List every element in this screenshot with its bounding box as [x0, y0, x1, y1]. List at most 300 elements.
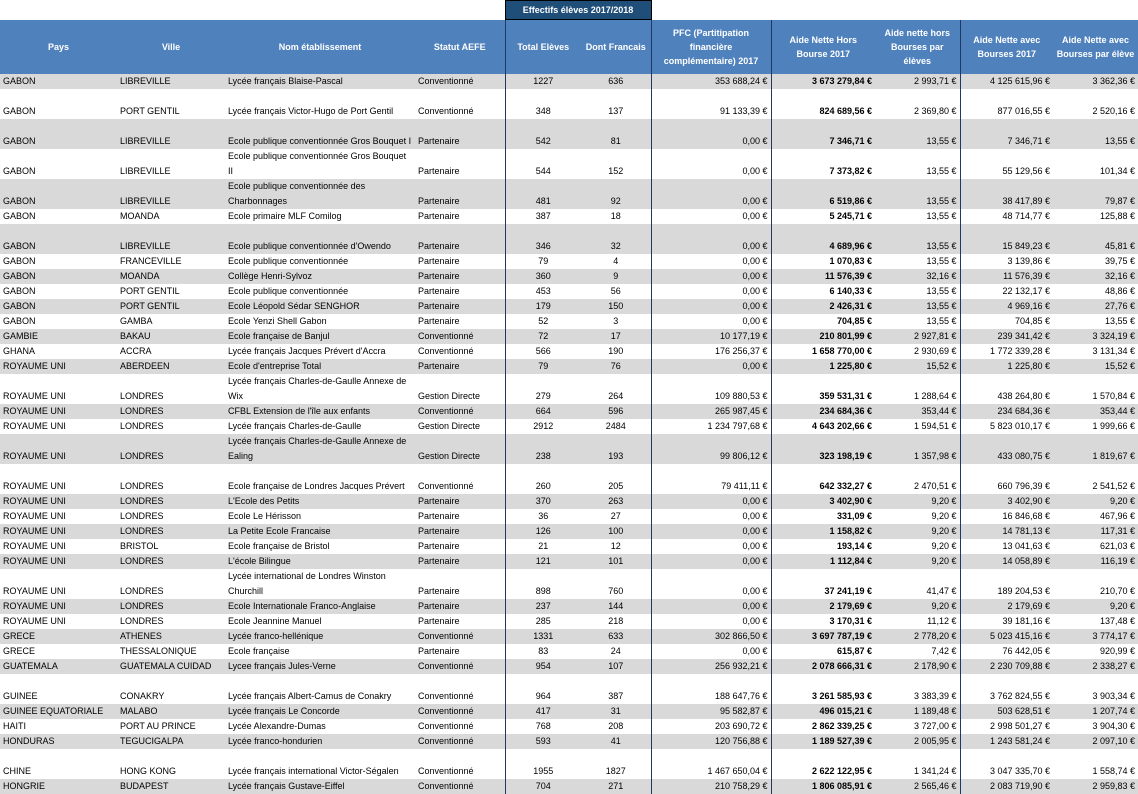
- cell-pfc: 188 647,76 €: [651, 674, 771, 704]
- cell-aide-avec: 4 125 615,96 €: [960, 74, 1053, 89]
- cell-aide-hors: 4 643 202,66 €: [771, 419, 875, 434]
- cell-total: 36: [505, 509, 581, 524]
- cell-total: 593: [505, 734, 581, 749]
- cell-pays: GUINEE EQUATORIALE: [0, 704, 117, 719]
- cell-aide-hors: 37 241,19 €: [771, 569, 875, 599]
- cell-aide-hors: 234 684,36 €: [771, 404, 875, 419]
- cell-aide-hors-eleve: 13,55 €: [875, 284, 960, 299]
- col-header-total: Total Elèves: [505, 20, 581, 75]
- table-row: [0, 509, 1138, 524]
- cell-aide-hors-eleve: 2 993,71 €: [875, 74, 960, 89]
- cell-nom: Lycée français Albert-Camus de Conakry: [225, 674, 415, 704]
- cell-pfc: 0,00 €: [651, 569, 771, 599]
- group-header-row: [0, 1, 1138, 20]
- cell-pfc: 0,00 €: [651, 284, 771, 299]
- cell-aide-hors-eleve: 3 383,39 €: [875, 674, 960, 704]
- cell-aide-hors-eleve: 9,20 €: [875, 539, 960, 554]
- cell-aide-hors-eleve: 7,42 €: [875, 644, 960, 659]
- cell-francais: 193: [581, 434, 651, 464]
- cell-statut: Conventionné: [415, 89, 505, 119]
- cell-pays: ROYAUME UNI: [0, 539, 117, 554]
- cell-total: 238: [505, 434, 581, 464]
- cell-pfc: 99 806,12 €: [651, 434, 771, 464]
- cell-total: 1227: [505, 74, 581, 89]
- cell-ville: LONDRES: [117, 509, 225, 524]
- cell-francais: 1827: [581, 749, 651, 779]
- cell-statut: Partenaire: [415, 509, 505, 524]
- cell-aide-avec-eleve: 920,99 €: [1053, 644, 1138, 659]
- cell-nom: Ecole d'entreprise Total: [225, 359, 415, 374]
- cell-ville: LONDRES: [117, 599, 225, 614]
- cell-pays: GABON: [0, 284, 117, 299]
- cell-aide-avec: 11 576,39 €: [960, 269, 1053, 284]
- cell-francais: 152: [581, 149, 651, 179]
- table-row: [0, 329, 1138, 344]
- cell-aide-avec: 704,85 €: [960, 314, 1053, 329]
- col-header-francais: Dont Francais: [581, 20, 651, 75]
- cell-aide-hors: 3 402,90 €: [771, 494, 875, 509]
- cell-total: 954: [505, 659, 581, 674]
- cell-francais: 41: [581, 734, 651, 749]
- cell-aide-hors-eleve: 2 927,81 €: [875, 329, 960, 344]
- cell-nom: L'école Bilingue: [225, 554, 415, 569]
- cell-aide-hors-eleve: 13,55 €: [875, 224, 960, 254]
- cell-total: 346: [505, 224, 581, 254]
- table-row: [0, 749, 1138, 779]
- cell-aide-hors: 2 179,69 €: [771, 599, 875, 614]
- cell-francais: 264: [581, 374, 651, 404]
- col-header-ville: Ville: [117, 20, 225, 75]
- cell-aide-hors: 2 622 122,95 €: [771, 749, 875, 779]
- cell-pfc: 120 756,88 €: [651, 734, 771, 749]
- cell-aide-avec: 55 129,56 €: [960, 149, 1053, 179]
- cell-aide-hors: 1 070,83 €: [771, 254, 875, 269]
- cell-nom: Lycée français Blaise-Pascal: [225, 74, 415, 89]
- cell-aide-hors: 6 519,86 €: [771, 179, 875, 209]
- cell-nom: Lycée français Jacques Prévert d'Accra: [225, 344, 415, 359]
- cell-pfc: 91 133,39 €: [651, 89, 771, 119]
- cell-ville: LONDRES: [117, 419, 225, 434]
- table-row: [0, 524, 1138, 539]
- table-row: [0, 269, 1138, 284]
- col-header-nom: Nom établissement: [225, 20, 415, 75]
- cell-francais: 81: [581, 119, 651, 149]
- cell-pays: ROYAUME UNI: [0, 359, 117, 374]
- cell-pays: HONGRIE: [0, 779, 117, 794]
- cell-nom: Lycee français Jules-Verne: [225, 659, 415, 674]
- cell-aide-avec-eleve: 39,75 €: [1053, 254, 1138, 269]
- cell-total: 898: [505, 569, 581, 599]
- cell-francais: 17: [581, 329, 651, 344]
- col-header-statut: Statut AEFE: [415, 20, 505, 75]
- cell-aide-avec: 5 823 010,17 €: [960, 419, 1053, 434]
- cell-nom: Lycée français Charles-de-Gaulle Annexe de Wix: [225, 374, 415, 404]
- cell-aide-hors: 1 658 770,00 €: [771, 344, 875, 359]
- cell-nom: Ecole primaire MLF Comilog: [225, 209, 415, 224]
- cell-ville: BRISTOL: [117, 539, 225, 554]
- cell-total: 481: [505, 179, 581, 209]
- cell-ville: LIBREVILLE: [117, 74, 225, 89]
- cell-ville: ABERDEEN: [117, 359, 225, 374]
- cell-nom: Ecole Le Hérisson: [225, 509, 415, 524]
- cell-pays: GABON: [0, 179, 117, 209]
- cell-nom: Ecole publique conventionnée: [225, 254, 415, 269]
- table-row: [0, 494, 1138, 509]
- cell-aide-avec: 14 058,89 €: [960, 554, 1053, 569]
- cell-pays: CHINE: [0, 749, 117, 779]
- cell-total: 453: [505, 284, 581, 299]
- table-row: [0, 539, 1138, 554]
- cell-statut: Partenaire: [415, 254, 505, 269]
- cell-total: 237: [505, 599, 581, 614]
- col-header-aide-avec-eleve: Aide Nette avec Bourses par élève: [1053, 20, 1138, 75]
- cell-francais: 208: [581, 719, 651, 734]
- cell-pfc: 0,00 €: [651, 599, 771, 614]
- cell-aide-avec-eleve: 2 520,16 €: [1053, 89, 1138, 119]
- cell-ville: PORT GENTIL: [117, 89, 225, 119]
- cell-statut: Partenaire: [415, 644, 505, 659]
- cell-aide-avec: 5 023 415,16 €: [960, 629, 1053, 644]
- cell-aide-hors: 1 112,84 €: [771, 554, 875, 569]
- cell-ville: CONAKRY: [117, 674, 225, 704]
- cell-aide-avec-eleve: 2 338,27 €: [1053, 659, 1138, 674]
- cell-pays: GABON: [0, 74, 117, 89]
- cell-total: 370: [505, 494, 581, 509]
- cell-nom: Lycée français Gustave-Eiffel: [225, 779, 415, 794]
- cell-aide-avec: 2 083 719,90 €: [960, 779, 1053, 794]
- cell-aide-hors-eleve: 1 341,24 €: [875, 749, 960, 779]
- cell-aide-hors: 5 245,71 €: [771, 209, 875, 224]
- cell-francais: 101: [581, 554, 651, 569]
- cell-statut: Partenaire: [415, 284, 505, 299]
- cell-statut: Conventionné: [415, 404, 505, 419]
- cell-aide-hors: 3 261 585,93 €: [771, 674, 875, 704]
- cell-francais: 190: [581, 344, 651, 359]
- cell-nom: Ecole Internationale Franco-Anglaise: [225, 599, 415, 614]
- cell-total: 79: [505, 359, 581, 374]
- cell-francais: 12: [581, 539, 651, 554]
- cell-aide-avec-eleve: 2 097,10 €: [1053, 734, 1138, 749]
- cell-pfc: 0,00 €: [651, 179, 771, 209]
- cell-aide-hors: 1 225,80 €: [771, 359, 875, 374]
- cell-aide-avec: 2 179,69 €: [960, 599, 1053, 614]
- cell-francais: 205: [581, 464, 651, 494]
- cell-aide-hors: 323 198,19 €: [771, 434, 875, 464]
- cell-nom: CFBL Extension de l'île aux enfants: [225, 404, 415, 419]
- cell-francais: 32: [581, 224, 651, 254]
- cell-francais: 596: [581, 404, 651, 419]
- cell-pfc: 109 880,53 €: [651, 374, 771, 404]
- cell-aide-hors-eleve: 2 930,69 €: [875, 344, 960, 359]
- cell-aide-avec-eleve: 48,86 €: [1053, 284, 1138, 299]
- table-row: [0, 659, 1138, 674]
- cell-ville: GAMBA: [117, 314, 225, 329]
- cell-aide-hors-eleve: 1 594,51 €: [875, 419, 960, 434]
- cell-pays: GABON: [0, 89, 117, 119]
- cell-statut: Partenaire: [415, 179, 505, 209]
- cell-aide-avec: 16 846,68 €: [960, 509, 1053, 524]
- cell-statut: Conventionné: [415, 344, 505, 359]
- cell-statut: Partenaire: [415, 224, 505, 254]
- cell-pays: ROYAUME UNI: [0, 614, 117, 629]
- cell-aide-avec: 3 402,90 €: [960, 494, 1053, 509]
- cell-statut: Conventionné: [415, 329, 505, 344]
- cell-aide-avec: 239 341,42 €: [960, 329, 1053, 344]
- cell-aide-avec-eleve: 3 131,34 €: [1053, 344, 1138, 359]
- table-row: [0, 179, 1138, 209]
- table-row: [0, 74, 1138, 89]
- table-row: [0, 734, 1138, 749]
- cell-aide-avec: 22 132,17 €: [960, 284, 1053, 299]
- cell-aide-hors-eleve: 1 288,64 €: [875, 374, 960, 404]
- cell-ville: ACCRA: [117, 344, 225, 359]
- table-row: [0, 779, 1138, 794]
- cell-aide-hors: 6 140,33 €: [771, 284, 875, 299]
- cell-statut: Conventionné: [415, 659, 505, 674]
- cell-francais: 24: [581, 644, 651, 659]
- cell-aide-avec: 503 628,51 €: [960, 704, 1053, 719]
- cell-ville: LONDRES: [117, 434, 225, 464]
- table-row: [0, 314, 1138, 329]
- cell-total: 1331: [505, 629, 581, 644]
- table-row: [0, 704, 1138, 719]
- cell-aide-avec: 3 762 824,55 €: [960, 674, 1053, 704]
- table-row: [0, 359, 1138, 374]
- cell-aide-avec: 438 264,80 €: [960, 374, 1053, 404]
- cell-francais: 263: [581, 494, 651, 509]
- cell-francais: 271: [581, 779, 651, 794]
- cell-total: 348: [505, 89, 581, 119]
- cell-aide-hors-eleve: 11,12 €: [875, 614, 960, 629]
- cell-francais: 137: [581, 89, 651, 119]
- cell-aide-avec-eleve: 27,76 €: [1053, 299, 1138, 314]
- cell-pays: GABON: [0, 209, 117, 224]
- cell-nom: Ecole Jeannine Manuel: [225, 614, 415, 629]
- cell-pfc: 0,00 €: [651, 539, 771, 554]
- cell-total: 544: [505, 149, 581, 179]
- cell-pays: ROYAUME UNI: [0, 419, 117, 434]
- cell-ville: PORT GENTIL: [117, 299, 225, 314]
- cell-total: 2912: [505, 419, 581, 434]
- cell-statut: Partenaire: [415, 569, 505, 599]
- cell-aide-avec-eleve: 3 324,19 €: [1053, 329, 1138, 344]
- cell-aide-hors-eleve: 13,55 €: [875, 149, 960, 179]
- cell-aide-hors: 193,14 €: [771, 539, 875, 554]
- cell-statut: Conventionné: [415, 719, 505, 734]
- cell-ville: PORT AU PRINCE: [117, 719, 225, 734]
- cell-aide-avec-eleve: 210,70 €: [1053, 569, 1138, 599]
- cell-pays: GUATEMALA: [0, 659, 117, 674]
- table-row: [0, 89, 1138, 119]
- cell-nom: Ecole française de Bristol: [225, 539, 415, 554]
- table-row: [0, 599, 1138, 614]
- cell-total: 52: [505, 314, 581, 329]
- cell-pays: GABON: [0, 269, 117, 284]
- table-row: [0, 374, 1138, 404]
- cell-aide-hors: 7 346,71 €: [771, 119, 875, 149]
- cell-aide-hors-eleve: 2 778,20 €: [875, 629, 960, 644]
- cell-total: 79: [505, 254, 581, 269]
- cell-aide-avec-eleve: 3 362,36 €: [1053, 74, 1138, 89]
- col-header-aide-hors: Aide Nette Hors Bourse 2017: [771, 20, 875, 75]
- cell-ville: GUATEMALA CUIDAD: [117, 659, 225, 674]
- cell-pfc: 176 256,37 €: [651, 344, 771, 359]
- cell-francais: 760: [581, 569, 651, 599]
- cell-aide-avec-eleve: 2 541,52 €: [1053, 464, 1138, 494]
- cell-pays: GABON: [0, 314, 117, 329]
- cell-total: 360: [505, 269, 581, 284]
- cell-aide-avec: 660 796,39 €: [960, 464, 1053, 494]
- cell-nom: Lycée Alexandre-Dumas: [225, 719, 415, 734]
- cell-ville: LONDRES: [117, 404, 225, 419]
- cell-aide-hors: 4 689,96 €: [771, 224, 875, 254]
- cell-pfc: 353 688,24 €: [651, 74, 771, 89]
- col-header-aide-hors-eleve: Aide nette hors Bourses par élèves: [875, 20, 960, 75]
- cell-pays: ROYAUME UNI: [0, 569, 117, 599]
- cell-ville: LONDRES: [117, 569, 225, 599]
- cell-pays: HONDURAS: [0, 734, 117, 749]
- table-row: [0, 569, 1138, 599]
- cell-pfc: 0,00 €: [651, 254, 771, 269]
- cell-statut: Partenaire: [415, 539, 505, 554]
- cell-aide-avec-eleve: 1 999,66 €: [1053, 419, 1138, 434]
- cell-aide-avec-eleve: 353,44 €: [1053, 404, 1138, 419]
- cell-aide-hors: 824 689,56 €: [771, 89, 875, 119]
- cell-aide-avec-eleve: 125,88 €: [1053, 209, 1138, 224]
- cell-aide-avec-eleve: 101,34 €: [1053, 149, 1138, 179]
- cell-statut: Conventionné: [415, 704, 505, 719]
- cell-nom: Ecole publique conventionnée Gros Bouquet II: [225, 149, 415, 179]
- cell-total: 566: [505, 344, 581, 359]
- cell-nom: Collège Henri-Sylvoz: [225, 269, 415, 284]
- cell-aide-avec: 1 225,80 €: [960, 359, 1053, 374]
- cell-ville: LONDRES: [117, 614, 225, 629]
- cell-francais: 218: [581, 614, 651, 629]
- cell-nom: La Petite Ecole Francaise: [225, 524, 415, 539]
- cell-ville: LIBREVILLE: [117, 119, 225, 149]
- cell-francais: 9: [581, 269, 651, 284]
- cell-pfc: 0,00 €: [651, 359, 771, 374]
- cell-aide-hors-eleve: 15,52 €: [875, 359, 960, 374]
- cell-total: 121: [505, 554, 581, 569]
- cell-pays: GAMBIE: [0, 329, 117, 344]
- cell-ville: LIBREVILLE: [117, 179, 225, 209]
- cell-aide-hors-eleve: 13,55 €: [875, 209, 960, 224]
- cell-aide-avec-eleve: 2 959,83 €: [1053, 779, 1138, 794]
- cell-aide-avec: 1 772 339,28 €: [960, 344, 1053, 359]
- column-header-row: [0, 20, 1138, 75]
- cell-aide-avec: 38 417,89 €: [960, 179, 1053, 209]
- cell-aide-hors: 1 806 085,91 €: [771, 779, 875, 794]
- cell-aide-hors-eleve: 2 470,51 €: [875, 464, 960, 494]
- cell-pfc: 0,00 €: [651, 614, 771, 629]
- cell-ville: BAKAU: [117, 329, 225, 344]
- cell-pays: HAITI: [0, 719, 117, 734]
- cell-pfc: 302 866,50 €: [651, 629, 771, 644]
- cell-statut: Partenaire: [415, 359, 505, 374]
- cell-total: 417: [505, 704, 581, 719]
- cell-statut: Partenaire: [415, 149, 505, 179]
- cell-aide-hors-eleve: 9,20 €: [875, 554, 960, 569]
- cell-aide-avec-eleve: 3 904,30 €: [1053, 719, 1138, 734]
- cell-aide-avec-eleve: 1 570,84 €: [1053, 374, 1138, 404]
- cell-pfc: 0,00 €: [651, 149, 771, 179]
- cell-ville: PORT GENTIL: [117, 284, 225, 299]
- cell-pays: GABON: [0, 224, 117, 254]
- cell-ville: LONDRES: [117, 524, 225, 539]
- cell-total: 179: [505, 299, 581, 314]
- cell-pays: ROYAUME UNI: [0, 509, 117, 524]
- cell-francais: 387: [581, 674, 651, 704]
- cell-aide-hors-eleve: 9,20 €: [875, 524, 960, 539]
- cell-pfc: 79 411,11 €: [651, 464, 771, 494]
- cell-ville: MOANDA: [117, 269, 225, 284]
- cell-aide-hors: 496 015,21 €: [771, 704, 875, 719]
- cell-ville: LONDRES: [117, 494, 225, 509]
- cell-pfc: 203 690,72 €: [651, 719, 771, 734]
- cell-pfc: 95 582,87 €: [651, 704, 771, 719]
- cell-aide-avec: 3 047 335,70 €: [960, 749, 1053, 779]
- cell-nom: Lycée français Charles-de-Gaulle Annexe de Ealing: [225, 434, 415, 464]
- cell-pfc: 0,00 €: [651, 509, 771, 524]
- cell-aide-hors: 2 862 339,25 €: [771, 719, 875, 734]
- table-row: [0, 419, 1138, 434]
- cell-total: 768: [505, 719, 581, 734]
- cell-pfc: 1 467 650,04 €: [651, 749, 771, 779]
- cell-nom: Ecole publique conventionnée: [225, 284, 415, 299]
- cell-francais: 27: [581, 509, 651, 524]
- cell-francais: 636: [581, 74, 651, 89]
- cell-francais: 100: [581, 524, 651, 539]
- cell-francais: 150: [581, 299, 651, 314]
- cell-aide-hors-eleve: 1 357,98 €: [875, 434, 960, 464]
- cell-aide-hors: 359 531,31 €: [771, 374, 875, 404]
- cell-pays: GABON: [0, 299, 117, 314]
- cell-francais: 144: [581, 599, 651, 614]
- cell-ville: MALABO: [117, 704, 225, 719]
- cell-francais: 2484: [581, 419, 651, 434]
- cell-aide-avec-eleve: 3 903,34 €: [1053, 674, 1138, 704]
- cell-francais: 633: [581, 629, 651, 644]
- cell-aide-avec-eleve: 1 207,74 €: [1053, 704, 1138, 719]
- cell-total: 542: [505, 119, 581, 149]
- cell-aide-hors: 2 426,31 €: [771, 299, 875, 314]
- cell-aide-hors-eleve: 41,47 €: [875, 569, 960, 599]
- cell-aide-avec: 4 969,16 €: [960, 299, 1053, 314]
- cell-nom: Ecole publique conventionnée des Charbonnages: [225, 179, 415, 209]
- cell-statut: Partenaire: [415, 209, 505, 224]
- cell-pays: ROYAUME UNI: [0, 464, 117, 494]
- cell-nom: Ecole française: [225, 644, 415, 659]
- cell-francais: 92: [581, 179, 651, 209]
- cell-pfc: 1 234 797,68 €: [651, 419, 771, 434]
- col-header-aide-avec: Aide Nette avec Bourses 2017: [960, 20, 1053, 75]
- cell-statut: Conventionné: [415, 464, 505, 494]
- cell-pfc: 0,00 €: [651, 554, 771, 569]
- cell-total: 83: [505, 644, 581, 659]
- cell-pfc: 256 932,21 €: [651, 659, 771, 674]
- cell-nom: Lycée international de Londres Winston Churchill: [225, 569, 415, 599]
- cell-total: 72: [505, 329, 581, 344]
- cell-total: 285: [505, 614, 581, 629]
- cell-pfc: 10 177,19 €: [651, 329, 771, 344]
- table-row: [0, 284, 1138, 299]
- cell-aide-hors-eleve: 13,55 €: [875, 254, 960, 269]
- cell-aide-hors-eleve: 13,55 €: [875, 119, 960, 149]
- cell-aide-hors: 3 697 787,19 €: [771, 629, 875, 644]
- table-row: [0, 404, 1138, 419]
- cell-ville: FRANCEVILLE: [117, 254, 225, 269]
